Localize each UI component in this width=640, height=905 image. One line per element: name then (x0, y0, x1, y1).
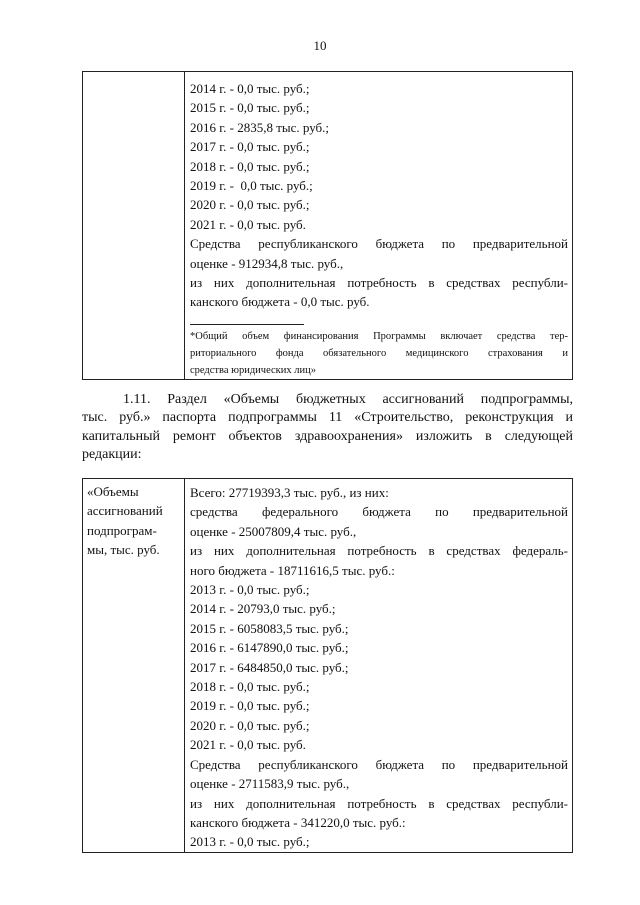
table2-line: из них дополнительная потребность в средствах федераль- (190, 543, 568, 559)
table2-line: оценке - 2711583,9 тыс. руб., (190, 776, 350, 792)
table2-line: 2013 г. - 0,0 тыс. руб.; (190, 582, 310, 598)
table2-label-line: мы, тыс. руб. (87, 542, 160, 558)
table2-line: Всего: 27719393,3 тыс. руб., из них: (190, 485, 389, 500)
table1-line: 2018 г. - 0,0 тыс. руб.; (190, 158, 310, 174)
paragraph-line: тыс. руб.» паспорта подпрограммы 11 «Строительство, реконструкция и (82, 410, 573, 426)
table2-line: 2021 г. - 0,0 тыс. руб. (190, 737, 306, 753)
amendment-paragraph (82, 391, 573, 464)
table1-line: 2019 г. - 0,0 тыс. руб.; (190, 178, 313, 194)
table2-line: оценке - 25007809,4 тыс. руб., (190, 523, 357, 539)
footnote-line: риториального фонда обязательного медицинского страхования и (190, 347, 568, 359)
table2-line: 2020 г. - 0,0 тыс. руб.; (190, 717, 310, 733)
table2-line: Средства республиканского бюджета по предварительной (190, 756, 568, 772)
table1-content-cell (185, 72, 573, 380)
table1-line: 2020 г. - 0,0 тыс. руб.; (190, 197, 310, 213)
table2-line: 2017 г. - 6484850,0 тыс. руб.; (190, 659, 349, 675)
footnote-line: *Общий объем финансирования Программы включает средства тер- (190, 330, 568, 342)
table2-line: ного бюджета - 18711616,5 тыс. руб.: (190, 562, 395, 578)
footnote-separator (190, 324, 304, 325)
table1-line: 2017 г. - 0,0 тыс. руб.; (190, 139, 310, 155)
table1-line: 2016 г. - 2835,8 тыс. руб.; (190, 119, 330, 135)
table2-line: 2018 г. - 0,0 тыс. руб.; (190, 679, 310, 695)
table1-line: 2015 г. - 0,0 тыс. руб.; (190, 100, 310, 116)
passport-table-continued (82, 71, 573, 380)
budget-allocations-table (82, 478, 573, 853)
footnote-line: средства юридических лиц» (190, 364, 316, 376)
table1-line: Средства республиканского бюджета по предварительной (190, 236, 568, 252)
table1-line: из них дополнительная потребность в средствах республи- (190, 275, 568, 291)
table1-label-cell (83, 72, 185, 380)
paragraph-line: капитальный ремонт объектов здравоохранения» изложить в следующей (82, 428, 573, 444)
table2-line: 2015 г. - 6058083,5 тыс. руб.; (190, 620, 349, 636)
table2-line: 2014 г. - 20793,0 тыс. руб.; (190, 601, 336, 617)
table2-line: средства федерального бюджета по предварительной (190, 504, 568, 520)
table2-label-line: ассигнований (87, 503, 163, 519)
table2-line: 2016 г. - 6147890,0 тыс. руб.; (190, 640, 349, 656)
table2-label-cell (83, 479, 185, 853)
table1-line: 2021 г. - 0,0 тыс. руб. (190, 216, 306, 232)
table2-line: 2013 г. - 0,0 тыс. руб.; (190, 834, 310, 850)
table1-line: 2014 г. - 0,0 тыс. руб.; (190, 81, 310, 96)
table2-label-line: «Объемы (87, 484, 139, 499)
table1-line: канского бюджета - 0,0 тыс. руб. (190, 294, 370, 310)
table2-label-line: подпрограм- (87, 522, 157, 538)
page-number: 10 (313, 38, 327, 53)
table2-line: канского бюджета - 341220,0 тыс. руб.: (190, 814, 406, 830)
paragraph-line: 1.11. Раздел «Объемы бюджетных ассигнований подпрограммы, (123, 392, 573, 407)
table1-line: оценке - 912934,8 тыс. руб., (190, 255, 344, 271)
table2-line: из них дополнительная потребность в средствах республи- (190, 795, 568, 811)
paragraph-line: редакции: (82, 446, 142, 462)
table2-line: 2019 г. - 0,0 тыс. руб.; (190, 698, 310, 714)
table2-content-cell (185, 479, 573, 853)
